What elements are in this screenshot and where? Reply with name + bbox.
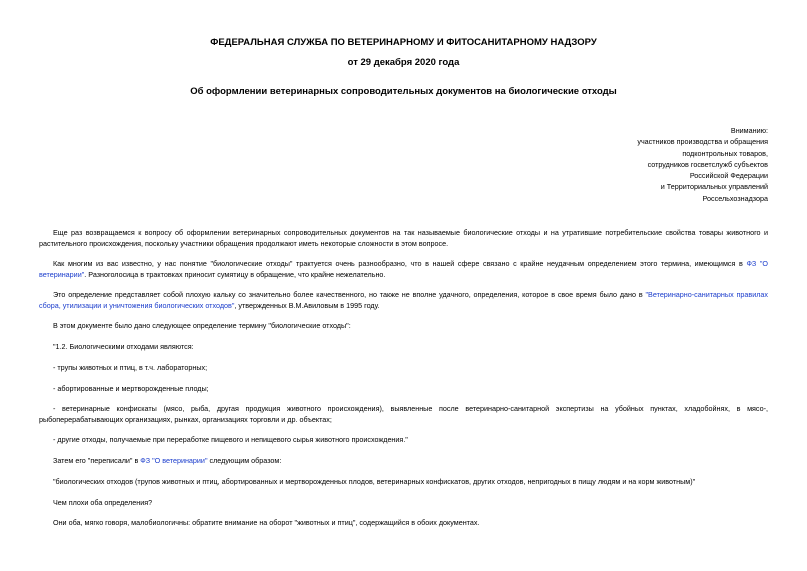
paragraph <box>39 289 768 312</box>
paragraph: Чем плохи оба определения? <box>53 498 153 507</box>
paragraph <box>39 455 768 466</box>
law-link[interactable]: ФЗ "О ветеринарии" <box>140 456 208 465</box>
paragraph-text: . Разноголосица в трактовках приносит сумятицу в обращение, что крайне нежелательно. <box>84 270 386 280</box>
paragraph-text: , утвержденных В.М.Авиловым в 1995 году. <box>234 301 380 311</box>
agency-heading: ФЕДЕРАЛЬНАЯ СЛУЖБА ПО ВЕТЕРИНАРНОМУ И ФИТОСАНИТАРНОМУ НАДЗОРУ <box>210 37 597 48</box>
paragraph-text: Затем его "переписали" в <box>53 456 141 465</box>
document-date: от 29 декабря 2020 года <box>347 57 460 68</box>
addressee-block <box>508 125 768 204</box>
law-link[interactable]: ФЗ "О ветеринарии" <box>39 259 769 280</box>
paragraph: - абортированные и мертворожденные плоды; <box>53 384 209 393</box>
document-title: Об оформлении ветеринарных сопроводительных документов на биологические отходы <box>190 86 617 97</box>
paragraph: "1.2. Биологическими отходами являются: <box>53 342 194 351</box>
paragraph: - трупы животных и птиц, в т.ч. лабораторных; <box>53 363 208 372</box>
paragraph <box>39 258 768 281</box>
addressee-line: подконтрольных товаров, <box>682 148 768 158</box>
paragraph: "биологических отходов (трупов животных и птиц, абортированных и мертворожденных плодов, ветеринарных конфискатов, других отходов, непригодных в пищу людям и на корм животным)" <box>53 477 696 486</box>
addressee-line: и Территориальных управлений <box>660 182 768 192</box>
addressee-line: Вниманию: <box>730 126 768 135</box>
paragraph-text: Это определение представляет собой плохую кальку со значительно более качественного, но также не вполне удачного, определения, которое в свое время было дано в <box>53 290 646 299</box>
paragraph-text: Как многим из вас известно, у нас понятие "биологические отходы" трактуется очень разнообразно, что в нашей сфере связано с крайне неудачным определением этого термина, имеющимся в <box>53 259 747 268</box>
paragraph-text: следующим образом: <box>207 456 282 465</box>
addressee-line: участников производства и обращения <box>637 137 768 147</box>
paragraph: Еще раз возвращаемся к вопросу об оформлении ветеринарных сопроводительных документов на так называемые биологические отходы и на утратившие потребительские свойства товары животного и растительного происхождения, поскольку участники обращения продолжают иметь некоторые сложности в этом вопросе. <box>39 228 768 249</box>
paragraph: - ветеринарные конфискаты (мясо, рыба, другая продукция животного происхождения), выявленные после ветеринарно-санитарной экспертизы на убойных пунктах, хладобойнях, в мясо-, рыбоперерабатывающих организациях, рынках, организациях торговли и др. объектах; <box>39 404 768 425</box>
paragraph: Они оба, мягко говоря, малобиологичны: обратите внимание на оборот "животных и птиц", содержащийся в обоих документах. <box>53 518 480 527</box>
paragraph: - другие отходы, получаемые при переработке пищевого и непищевого сырья животного происхождения." <box>53 435 408 444</box>
addressee-line: сотрудников госветслужб субъектов <box>647 159 768 169</box>
addressee-line: Россельхознадзора <box>702 193 768 203</box>
paragraph: В этом документе было дано следующее определение термину "биологические отходы": <box>53 321 351 330</box>
rules-link[interactable]: "Ветеринарно-санитарных правилах сбора, утилизации и уничтожения биологических отходов" <box>39 290 768 311</box>
addressee-line: Российской Федерации <box>689 171 768 181</box>
